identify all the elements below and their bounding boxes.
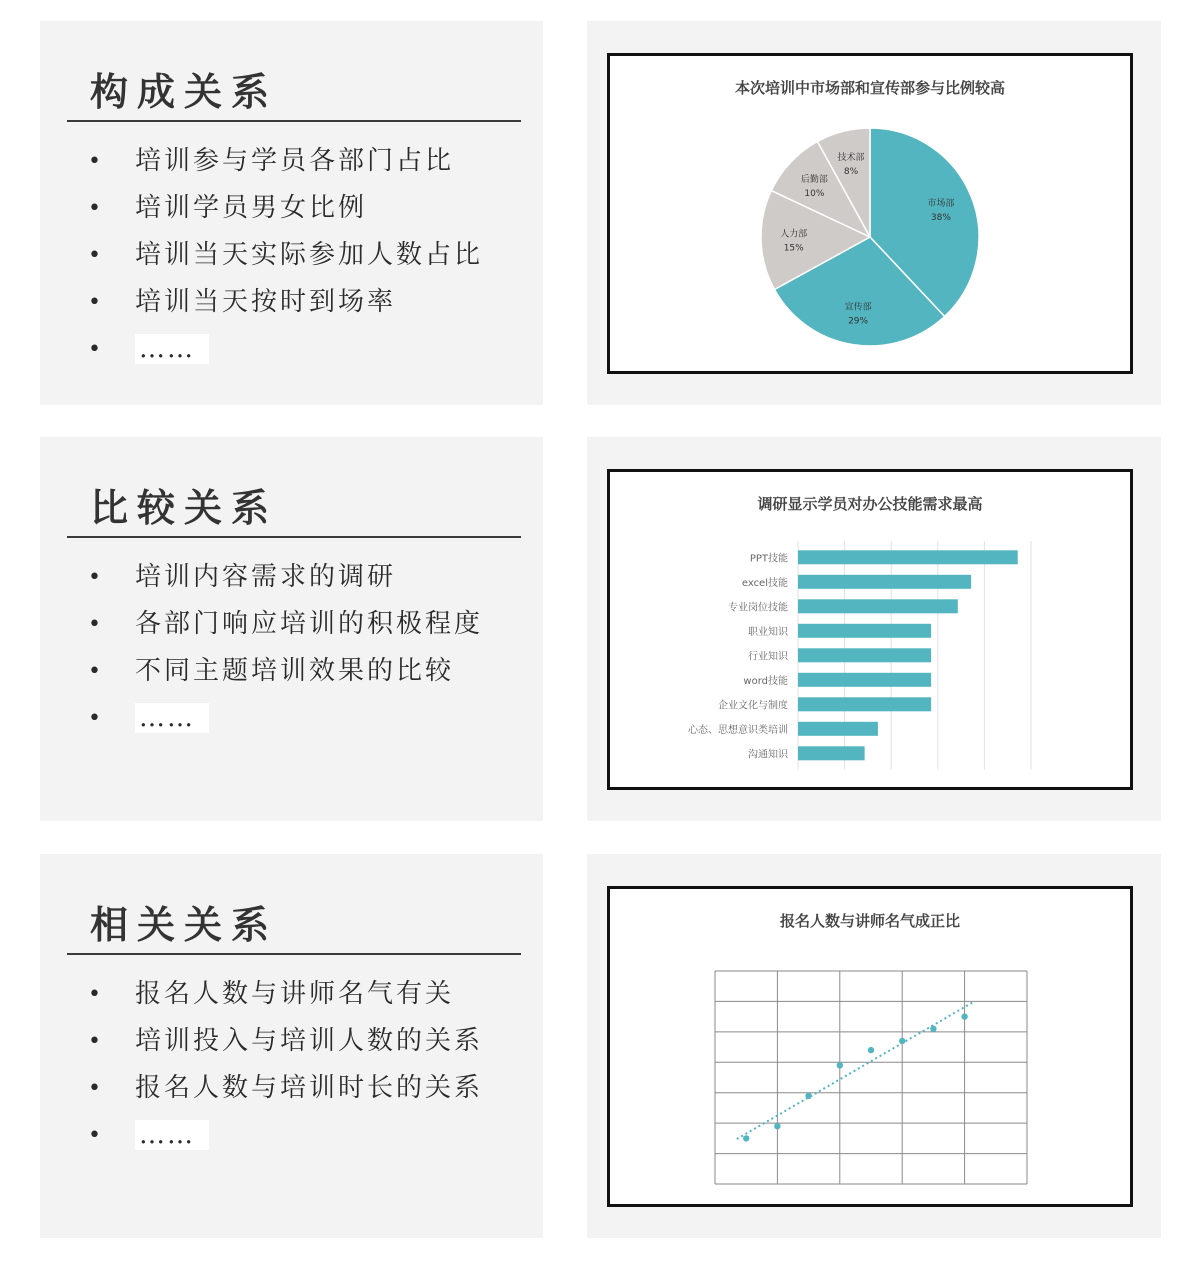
ellipsis-text: …… <box>135 703 209 733</box>
data-point <box>774 1123 780 1129</box>
bar <box>798 575 971 589</box>
bullet-item: • 各部门响应培训的积极程度 <box>88 601 483 648</box>
pie-chart <box>610 56 1130 371</box>
section-title: 比较关系 <box>90 486 279 530</box>
data-point <box>868 1047 874 1053</box>
bar <box>798 648 931 662</box>
bar <box>798 624 931 638</box>
trendline <box>737 1002 974 1139</box>
slice-value-label: 29% <box>848 316 869 327</box>
bar <box>798 746 865 760</box>
bullet-list <box>88 138 483 373</box>
ellipsis-text: …… <box>135 1120 209 1150</box>
bar <box>798 673 931 687</box>
bullet-item: • 培训当天实际参加人数占比 <box>88 232 483 279</box>
bullet-item: • 培训当天按时到场率 <box>88 279 483 326</box>
ellipsis-text: …… <box>135 334 209 364</box>
bar <box>798 550 1018 564</box>
data-point <box>899 1038 905 1044</box>
bullet-item: • 培训内容需求的调研 <box>88 554 483 601</box>
category-label: 行业知识 <box>748 651 788 663</box>
pie-chart-frame <box>607 53 1133 374</box>
data-point <box>930 1026 936 1032</box>
category-label: 专业岗位技能 <box>728 602 788 614</box>
category-label: word技能 <box>743 675 788 687</box>
bullet-item: • 培训参与学员各部门占比 <box>88 138 483 185</box>
title-divider <box>67 120 521 122</box>
slice-label: 市场部 <box>927 198 955 209</box>
bar <box>798 697 931 711</box>
slice-value-label: 15% <box>783 243 804 254</box>
slice-label: 技术部 <box>837 153 865 164</box>
bullet-item: • 报名人数与培训时长的关系 <box>88 1065 483 1112</box>
bullet-item: • 不同主题培训效果的比较 <box>88 648 483 695</box>
bar-chart <box>610 472 1130 787</box>
category-label: excel技能 <box>741 577 788 589</box>
title-divider <box>67 536 521 538</box>
bullet-item: • 培训学员男女比例 <box>88 185 483 232</box>
data-point <box>805 1093 811 1099</box>
chart-title: 报名人数与讲师名气成正比 <box>779 912 961 930</box>
data-point <box>743 1135 749 1141</box>
slice-value-label: 10% <box>804 188 825 199</box>
bar <box>798 599 958 613</box>
bullet-list <box>88 554 483 742</box>
chart-panel-bar <box>587 437 1161 821</box>
section-panel-composition <box>40 21 543 405</box>
chart-title: 本次培训中市场部和宣传部参与比例较高 <box>734 79 1006 97</box>
data-point <box>837 1062 843 1068</box>
section-title: 相关关系 <box>90 903 279 947</box>
chart-title: 调研显示学员对办公技能需求最高 <box>757 495 983 513</box>
bullet-list <box>88 971 483 1159</box>
bullet-item-ellipsis <box>88 326 483 373</box>
slice-label: 人力部 <box>780 229 808 240</box>
chart-panel-pie <box>587 21 1161 405</box>
slice-value-label: 38% <box>930 212 951 223</box>
scatter-chart-frame <box>607 886 1133 1207</box>
category-label: 沟通知识 <box>748 749 788 761</box>
title-divider <box>67 953 521 955</box>
category-label: 企业文化与制度 <box>718 700 788 712</box>
bullet-item: • 报名人数与讲师名气有关 <box>88 971 483 1018</box>
category-label: 心态、思想意识类培训 <box>688 724 788 736</box>
bullet-item-ellipsis <box>88 1112 483 1159</box>
section-panel-correlation <box>40 854 543 1238</box>
bar <box>798 722 878 736</box>
category-label: PPT技能 <box>749 553 788 565</box>
slice-label: 后勤部 <box>800 174 828 185</box>
slice-value-label: 8% <box>843 167 859 178</box>
category-label: 职业知识 <box>748 626 788 638</box>
slice-label: 宣传部 <box>844 302 872 313</box>
data-point <box>961 1013 967 1019</box>
section-panel-comparison <box>40 437 543 821</box>
section-title: 构成关系 <box>90 70 279 114</box>
bullet-item-ellipsis <box>88 695 483 742</box>
scatter-chart <box>610 889 1130 1204</box>
chart-panel-scatter <box>587 854 1161 1238</box>
bullet-item: • 培训投入与培训人数的关系 <box>88 1018 483 1065</box>
bar-chart-frame <box>607 469 1133 790</box>
